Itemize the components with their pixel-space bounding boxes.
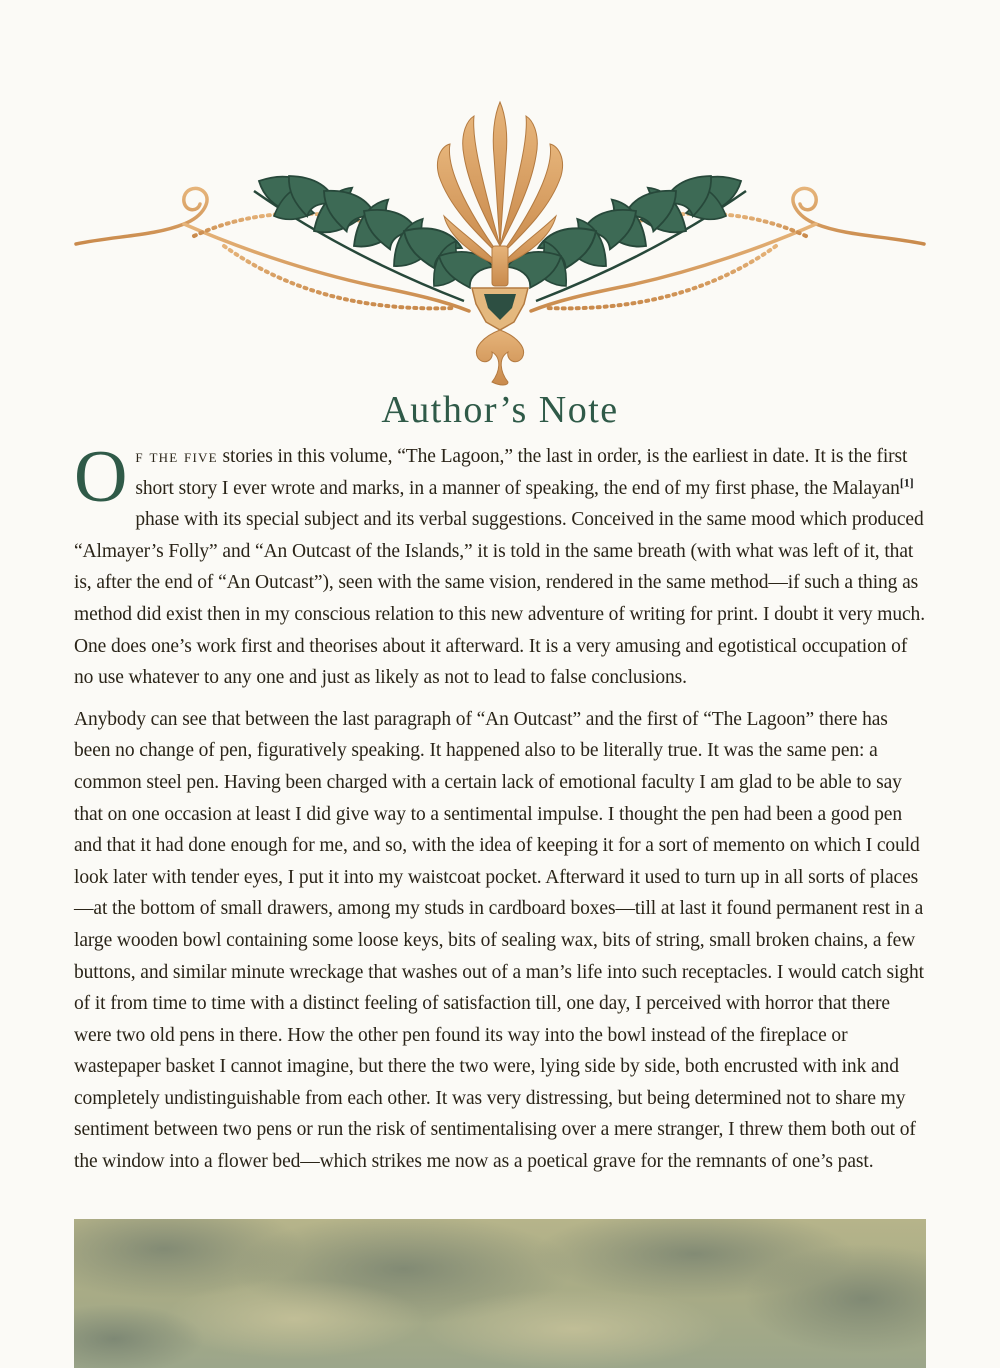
drop-cap: O (74, 436, 128, 518)
painting-illustration (74, 1219, 926, 1368)
footnote-ref-1[interactable]: [1] (899, 475, 914, 490)
paragraph-1-text-a: stories in this volume, “The Lagoon,” the last in order, is the earliest in date. It is the first short story I ever wrote and marks, in a manner of speaking, the end of my first phase, the Malayan (135, 446, 908, 499)
paragraph-1-text-b: phase with its special subject and its verbal suggestions. Conceived in the same mood which produced “Almayer’s Folly” and “An Outcast of the Islands,” it is told in the same breath (with what was left of it, that is, after the end of “An Outcast”), seen with the same vision, rendered in the same method—if such a thing as method did exist then in my conscious relation to this new adventure of writing for print. I doubt it very much. One does one’s work first and theorises about it afterward. It is a very amusing and egotistical occupation of no use whatever to any one and just as likely as not to lead to false conclusions. (74, 509, 925, 689)
leaf-scroll-ornament-icon (74, 96, 926, 388)
lead-in: f the five (135, 446, 218, 466)
paragraph-1 (74, 436, 926, 694)
paragraph-2: Anybody can see that between the last paragraph of “An Outcast” and the first of “The Lagoon” there has been no change of pen, figuratively speaking. It happened also to be literally true. It was the same pen: a common steel pen. Having been charged with a certain lack of emotional faculty I am glad to be able to say that on one occasion at least I did give way to a sentimental impulse. I thought the pen had been a good pen and that it had done enough for me, and so, with the idea of keeping it for a sort of memento on which I could look later with tender eyes, I put it into my waistcoat pocket. Afterward it used to turn up in all sorts of places—at the bottom of small drawers, among my studs in cardboard boxes—till at last it found permanent rest in a large wooden bowl containing some loose keys, bits of sealing wax, bits of string, small broken chains, a few buttons, and similar minute wreckage that washes out of a man’s life into such receptacles. I would catch sight of it from time to time with a distinct feeling of satisfaction till, one day, I perceived with horror that there were two old pens in there. How the other pen found its way into the bowl instead of the fireplace or wastepaper basket I cannot imagine, but there the two were, lying side by side, both encrusted with ink and completely undistinguishable from each other. It was very distressing, but being determined not to share my sentiment between two pens or run the risk of sentimentalising over a mere stranger, I threw them both out of the window into a flower bed—which strikes me now as a poetical grave for the remnants of one’s past. (74, 708, 924, 1173)
page-title: Author’s Note (381, 389, 619, 431)
chapter-body (74, 436, 926, 1188)
